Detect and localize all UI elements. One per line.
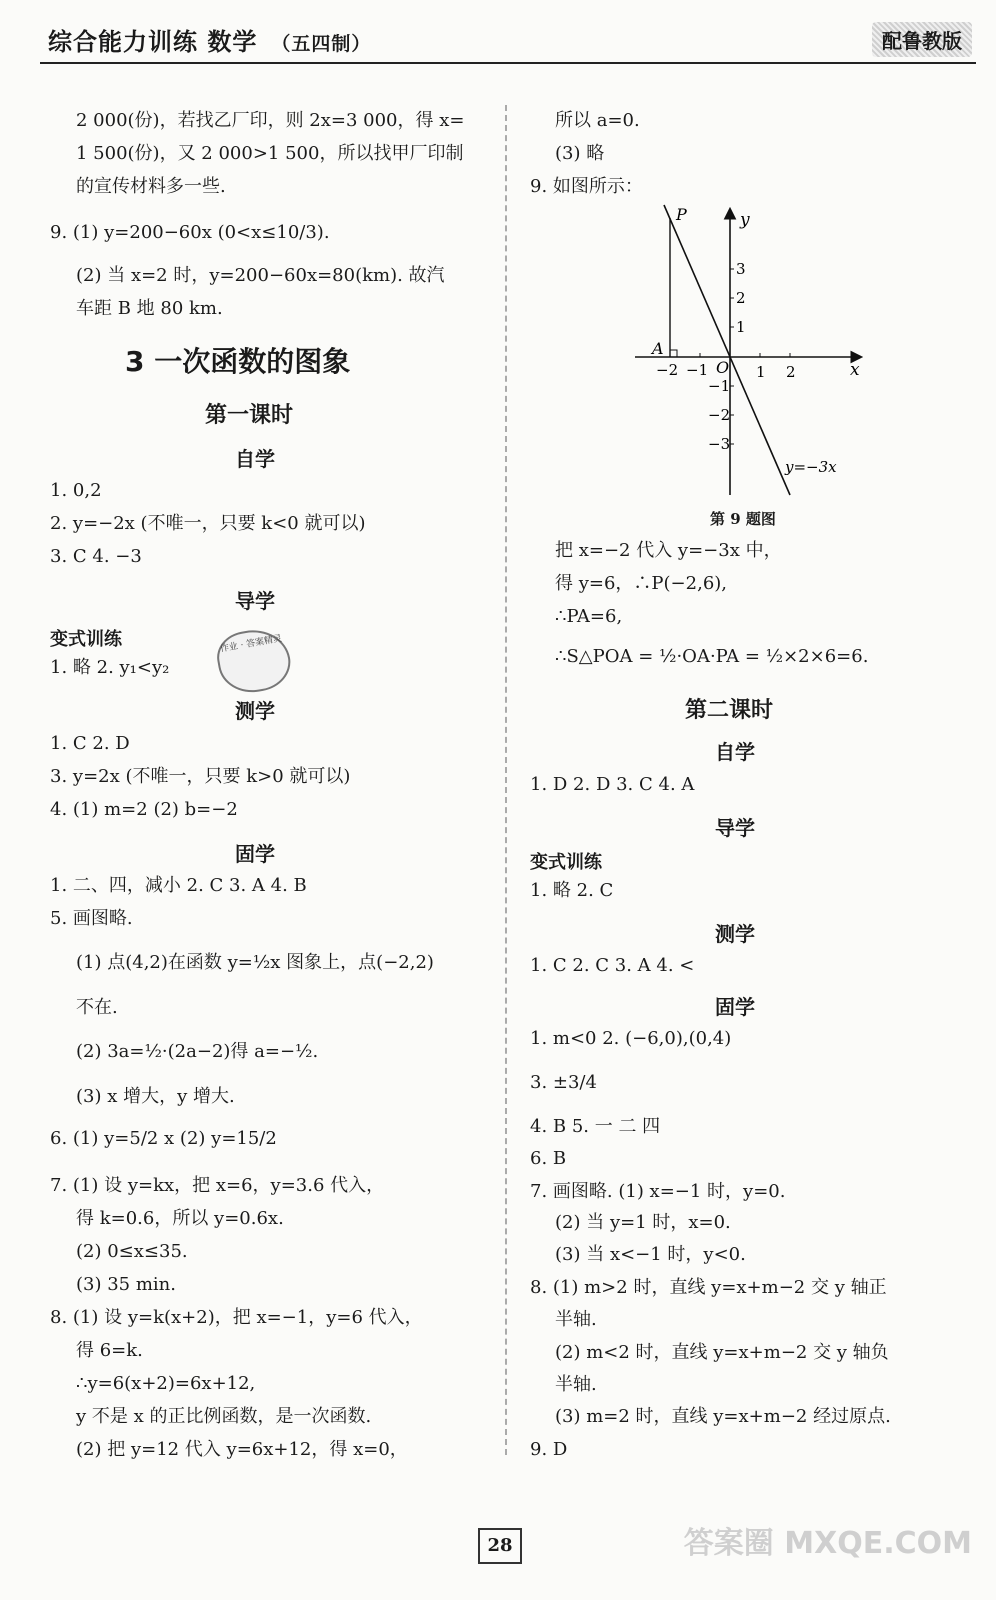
guxue-item: (3) 当 x<−1 时，y<0. xyxy=(555,1244,746,1265)
guxue-item: 4. B 5. 一 二 四 xyxy=(530,1116,661,1137)
guxue-item: (1) 点(4,2)在函数 y=½x 图象上，点(−2,2) xyxy=(76,952,434,973)
guxue-item: 6. B xyxy=(530,1148,567,1169)
daoxue-heading-2: 导学 xyxy=(715,816,755,840)
right-line-1: 所以 a=0. xyxy=(555,110,640,131)
page-number: 28 xyxy=(478,1528,522,1564)
right-angle-mark xyxy=(670,350,677,357)
guxue-item: ∴y=6(x+2)=6x+12, xyxy=(76,1373,256,1394)
guxue-item: (3) m=2 时，直线 y=x+m−2 经过原点. xyxy=(555,1406,891,1427)
guxue-item: 不在. xyxy=(76,997,118,1018)
right-after-graph: 得 y=6，∴P(−2,6), xyxy=(555,573,728,594)
guxue-item: (3) 35 min. xyxy=(76,1274,176,1295)
point-a-label: A xyxy=(652,339,664,358)
daoxue-item: 1. 略 2. C xyxy=(530,880,614,901)
cexue-item: 3. y=2x (不唯一，只要 k>0 就可以) xyxy=(50,766,351,787)
right-after-graph: 把 x=−2 代入 y=−3x 中， xyxy=(555,540,782,561)
guxue-item: (2) 当 y=1 时，x=0. xyxy=(555,1212,731,1233)
guxue-item: 1. 二、四，减小 2. C 3. A 4. B xyxy=(50,875,307,896)
site-watermark: 答案圈 MXQE.COM xyxy=(683,1526,972,1561)
cexue-item: 1. C 2. D xyxy=(50,733,130,754)
page-header-title xyxy=(48,22,371,57)
right-line-2: (3) 略 xyxy=(555,143,605,164)
right-after-graph: ∴PA=6, xyxy=(555,606,623,627)
tick-label: −1 xyxy=(686,361,709,379)
header-rule xyxy=(40,62,976,64)
guxue-item: (3) x 增大，y 增大. xyxy=(76,1086,235,1107)
daoxue-item: 1. 略 2. y₁<y₂ xyxy=(50,657,170,678)
guxue-item: 5. 画图略. xyxy=(50,908,133,929)
tick-label: 3 xyxy=(736,260,746,278)
tick-label: −2 xyxy=(656,361,679,379)
guxue-item: (2) m<2 时，直线 y=x+m−2 交 y 轴负 xyxy=(555,1342,889,1363)
guxue-item: 得 6=k. xyxy=(76,1340,143,1361)
guxue-heading-2: 固学 xyxy=(715,995,755,1019)
variant-training-label: 变式训练 xyxy=(50,629,122,650)
figure-caption: 第 9 题图 xyxy=(710,510,776,528)
homework-stamp: 作业 · 答案精灵 xyxy=(213,624,295,698)
edition-badge: 配鲁教版 xyxy=(872,22,972,57)
guxue-item: 8. (1) m>2 时，直线 y=x+m−2 交 y 轴正 xyxy=(530,1277,887,1298)
origin-label: O xyxy=(716,358,730,377)
line-label: y=−3x xyxy=(785,458,837,476)
point-p-label: P xyxy=(676,205,687,224)
tick-label: −1 xyxy=(708,377,731,395)
variant-training-label: 变式训练 xyxy=(530,852,602,873)
guxue-item: 得 k=0.6，所以 y=0.6x. xyxy=(76,1208,284,1229)
daoxue-heading-1: 导学 xyxy=(235,589,275,613)
left-line-2: 1 500(份)，又 2 000>1 500，所以找甲厂印制 xyxy=(76,143,464,164)
section-title: 3 一次函数的图象 xyxy=(125,345,351,378)
tick-label: −3 xyxy=(708,435,731,453)
cexue-item: 1. C 2. C 3. A 4. < xyxy=(530,955,695,976)
tick-label: 2 xyxy=(786,363,796,381)
x-axis-label: x xyxy=(850,360,860,380)
book-subtitle: （五四制） xyxy=(271,33,372,55)
lesson-title-2: 第二课时 xyxy=(685,698,774,723)
guxue-item: 6. (1) y=5/2 x (2) y=15/2 xyxy=(50,1128,277,1149)
guxue-item: 7. 画图略. (1) x=−1 时，y=0. xyxy=(530,1181,786,1202)
zixue-heading-1: 自学 xyxy=(235,447,275,471)
problem-9-graph xyxy=(620,200,880,500)
guxue-item: y 不是 x 的正比例函数，是一次函数. xyxy=(76,1406,372,1427)
column-divider xyxy=(505,105,507,1455)
zixue-item: 1. 0,2 xyxy=(50,480,102,501)
tick-label: 2 xyxy=(736,289,746,307)
cexue-heading-1: 测学 xyxy=(235,699,275,723)
book-title: 综合能力训练 数学 xyxy=(48,28,258,56)
guxue-item: (2) 把 y=12 代入 y=6x+12，得 x=0， xyxy=(76,1439,408,1460)
guxue-item: (2) 3a=½·(2a−2)得 a=−½. xyxy=(76,1041,319,1062)
guxue-heading-1: 固学 xyxy=(235,842,275,866)
zixue-heading-2: 自学 xyxy=(715,740,755,764)
cexue-item: 4. (1) m=2 (2) b=−2 xyxy=(50,799,238,820)
guxue-item: 3. ±3/4 xyxy=(530,1072,597,1093)
guxue-item: 9. D xyxy=(530,1439,568,1460)
guxue-item: 1. m<0 2. (−6,0),(0,4) xyxy=(530,1028,732,1049)
left-line-6: 车距 B 地 80 km. xyxy=(76,298,223,319)
left-line-5: (2) 当 x=2 时，y=200−60x=80(km). 故汽 xyxy=(76,265,445,286)
tick-label: −2 xyxy=(708,406,731,424)
left-line-3: 的宣传材料多一些. xyxy=(76,176,226,197)
guxue-item: (2) 0≤x≤35. xyxy=(76,1241,188,1262)
zixue-item: 1. D 2. D 3. C 4. A xyxy=(530,774,695,795)
guxue-item: 半轴. xyxy=(555,1374,597,1395)
guxue-item: 7. (1) 设 y=kx，把 x=6，y=3.6 代入， xyxy=(50,1175,385,1196)
right-line-3: 9. 如图所示： xyxy=(530,176,643,197)
tick-label: 1 xyxy=(756,363,766,381)
left-line-1: 2 000(份)，若找乙厂印，则 2x=3 000，得 x= xyxy=(76,110,465,131)
zixue-item: 2. y=−2x (不唯一，只要 k<0 就可以) xyxy=(50,513,366,534)
cexue-heading-2: 测学 xyxy=(715,922,755,946)
guxue-item: 8. (1) 设 y=k(x+2)，把 x=−1，y=6 代入， xyxy=(50,1307,423,1328)
tick-label: 1 xyxy=(736,318,746,336)
lesson-title-1: 第一课时 xyxy=(205,403,294,428)
zixue-item: 3. C 4. −3 xyxy=(50,546,142,567)
y-axis-label: y xyxy=(740,210,750,230)
right-after-graph: ∴S△POA = ½·OA·PA = ½×2×6=6. xyxy=(555,646,869,667)
guxue-item: 半轴. xyxy=(555,1309,597,1330)
left-line-4: 9. (1) y=200−60x (0<x≤10/3). xyxy=(50,222,330,243)
